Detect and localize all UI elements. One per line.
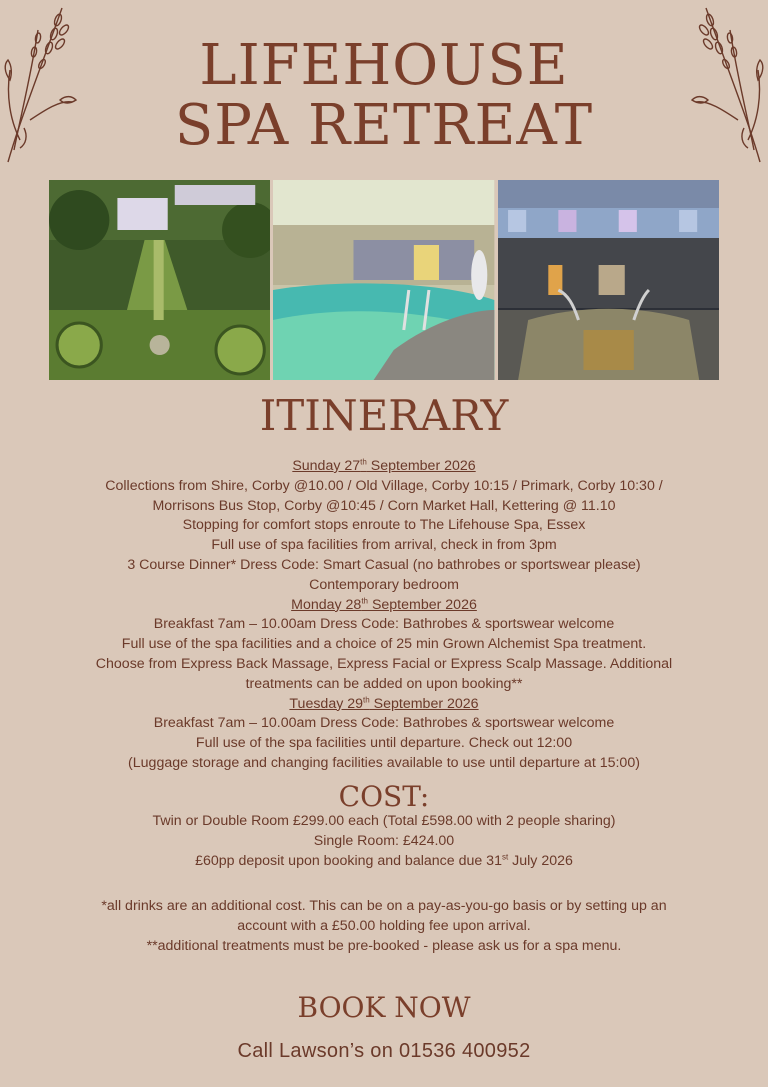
itinerary-line: Choose from Express Back Massage, Express Facial or Express Scalp Massage. Additional (95, 655, 673, 672)
itinerary-heading: ITINERARY (259, 391, 509, 440)
cost-line: Single Room: £424.00 (313, 832, 455, 849)
itinerary-line: 3 Course Dinner* Dress Code: Smart Casual (no bathrobes or sportswear please) (127, 556, 641, 573)
day-1-heading: Sunday 27th September 2026 (292, 457, 476, 474)
note-line: **additional treatments must be pre-booked - please ask us for a spa menu. (146, 937, 622, 954)
itinerary-line: Full use of the spa facilities until departure. Check out 12:00 (195, 735, 573, 752)
note-line: *all drinks are an additional cost. This can be on a pay-as-you-go basis or by setting up an (101, 898, 667, 914)
itinerary-line: Breakfast 7am – 10.00am Dress Code: Bathrobes & sportswear welcome (153, 616, 615, 633)
day-2-heading: Monday 28th September 2026 (291, 595, 477, 613)
itinerary-line: (Luggage storage and changing facilities available to use until departure at 15:00) (128, 754, 640, 771)
itinerary-line: Full use of the spa facilities and a choice of 25 min Grown Alchemist Spa treatment. (121, 636, 647, 653)
itinerary-line: Breakfast 7am – 10.00am Dress Code: Bathrobes & sportswear welcome (153, 715, 615, 732)
aerial-gardens-photo (49, 180, 270, 380)
itinerary-line: Full use of spa facilities from arrival, check in from 3pm (211, 537, 557, 554)
title-line-2: SPA RETREAT (174, 93, 594, 158)
itinerary-line: Collections from Shire, Corby @10.00 / Old Village, Corby 10:15 / Primark, Corby 10:30 / (105, 477, 663, 494)
notes-text (40, 897, 728, 956)
photo-strip (49, 180, 719, 380)
book-now-heading: BOOK NOW (297, 991, 471, 1024)
deposit-line: £60pp deposit upon booking and balance due 31st July 2026 (195, 851, 573, 869)
cost-text (40, 812, 728, 871)
note-line: account with a £50.00 holding fee upon arrival. (237, 917, 531, 934)
day-3-heading: Tuesday 29th September 2026 (289, 694, 479, 712)
title-line-1: LIFEHOUSE (199, 33, 569, 98)
cost-heading: COST: (338, 780, 430, 813)
itinerary-line: Morrisons Bus Stop, Corby @10:45 / Corn Market Hall, Kettering @ 11.10 (152, 497, 616, 514)
itinerary-line: Contemporary bedroom (309, 576, 459, 593)
indoor-pool-photo (273, 180, 494, 380)
spa-hydrotherapy-pool-photo (498, 180, 719, 380)
itinerary-line: treatments can be added on upon booking** (245, 675, 523, 692)
call-phone-text: Call Lawson’s on 01536 400952 (237, 1040, 531, 1062)
itinerary-text (40, 457, 728, 774)
cost-line: Twin or Double Room £299.00 each (Total £598.00 with 2 people sharing) (152, 813, 616, 829)
itinerary-line: Stopping for comfort stops enroute to The Lifehouse Spa, Essex (182, 517, 586, 534)
